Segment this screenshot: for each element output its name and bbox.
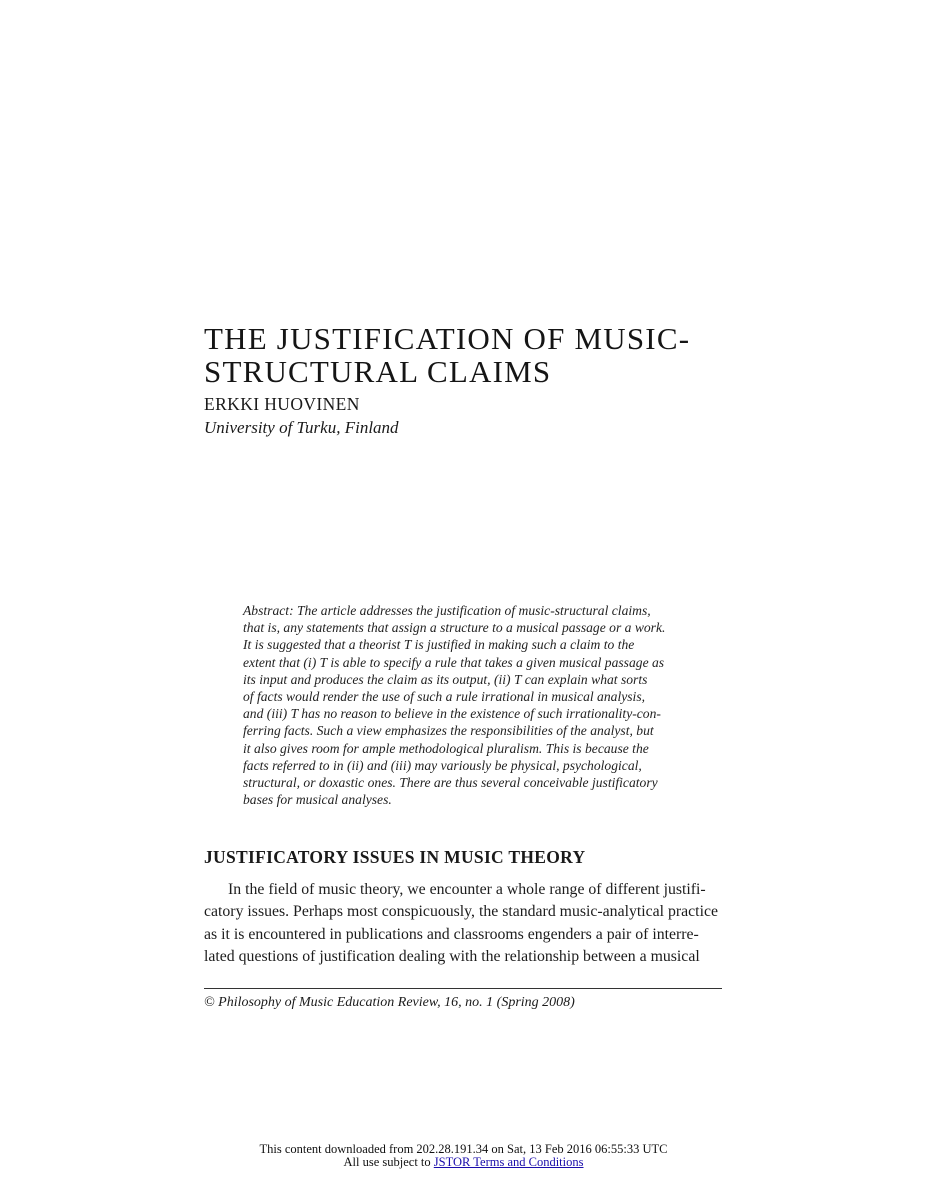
body-line: In the field of music theory, we encounter a whole range of different justifi- (228, 881, 706, 898)
abstract-line: structural, or doxastic ones. There are thus several conceivable justificatory (243, 775, 658, 791)
footnote-divider (204, 988, 722, 989)
abstract-line: it also gives room for ample methodological pluralism. This is because the (243, 740, 649, 756)
body-paragraph (204, 879, 724, 968)
abstract (243, 602, 683, 808)
title-line-1: THE JUSTIFICATION OF MUSIC- (204, 321, 691, 356)
terms-notice-line (0, 1156, 927, 1169)
body-line: as it is encountered in publications and classrooms engenders a pair of interre- (204, 925, 699, 943)
title-line-2: STRUCTURAL CLAIMS (204, 354, 552, 389)
author-affiliation: University of Turku, Finland (204, 418, 399, 437)
abstract-line: bases for musical analyses. (243, 792, 392, 808)
body-line: lated questions of justification dealing with the relationship between a musical (204, 947, 700, 965)
article-title (204, 322, 724, 388)
abstract-line: ferring facts. Such a view emphasizes the responsibilities of the analyst, but (243, 723, 654, 739)
jstor-terms-link[interactable]: JSTOR Terms and Conditions (433, 1155, 584, 1169)
abstract-line: its input and produces the claim as its output, (ii) T can explain what sorts (243, 671, 648, 687)
abstract-line: and (iii) T has no reason to believe in the existence of such irrationality-con- (243, 706, 661, 722)
download-notice-line: This content downloaded from 202.28.191.34 on Sat, 13 Feb 2016 06:55:33 UTC (259, 1142, 668, 1156)
section-heading: JUSTIFICATORY ISSUES IN MUSIC THEORY (204, 847, 586, 867)
abstract-line: Abstract: The article addresses the justification of music-structural claims, (243, 603, 651, 618)
abstract-line: It is suggested that a theorist T is justified in making such a claim to the (243, 637, 635, 653)
download-notice (0, 1143, 927, 1169)
abstract-line: of facts would render the use of such a rule irrational in musical analysis, (243, 689, 646, 705)
terms-prefix: All use subject to (343, 1155, 434, 1169)
body-line: catory issues. Perhaps most conspicuously, the standard music-analytical practice (204, 903, 718, 921)
abstract-line: extent that (i) T is able to specify a rule that takes a given musical passage as (243, 654, 665, 670)
abstract-line: facts referred to in (ii) and (iii) may variously be physical, psychological, (243, 757, 642, 773)
abstract-line: that is, any statements that assign a structure to a musical passage or a work. (243, 620, 666, 636)
author-name: ERKKI HUOVINEN (204, 394, 360, 414)
copyright-footnote: © Philosophy of Music Education Review, 16, no. 1 (Spring 2008) (204, 995, 575, 1010)
